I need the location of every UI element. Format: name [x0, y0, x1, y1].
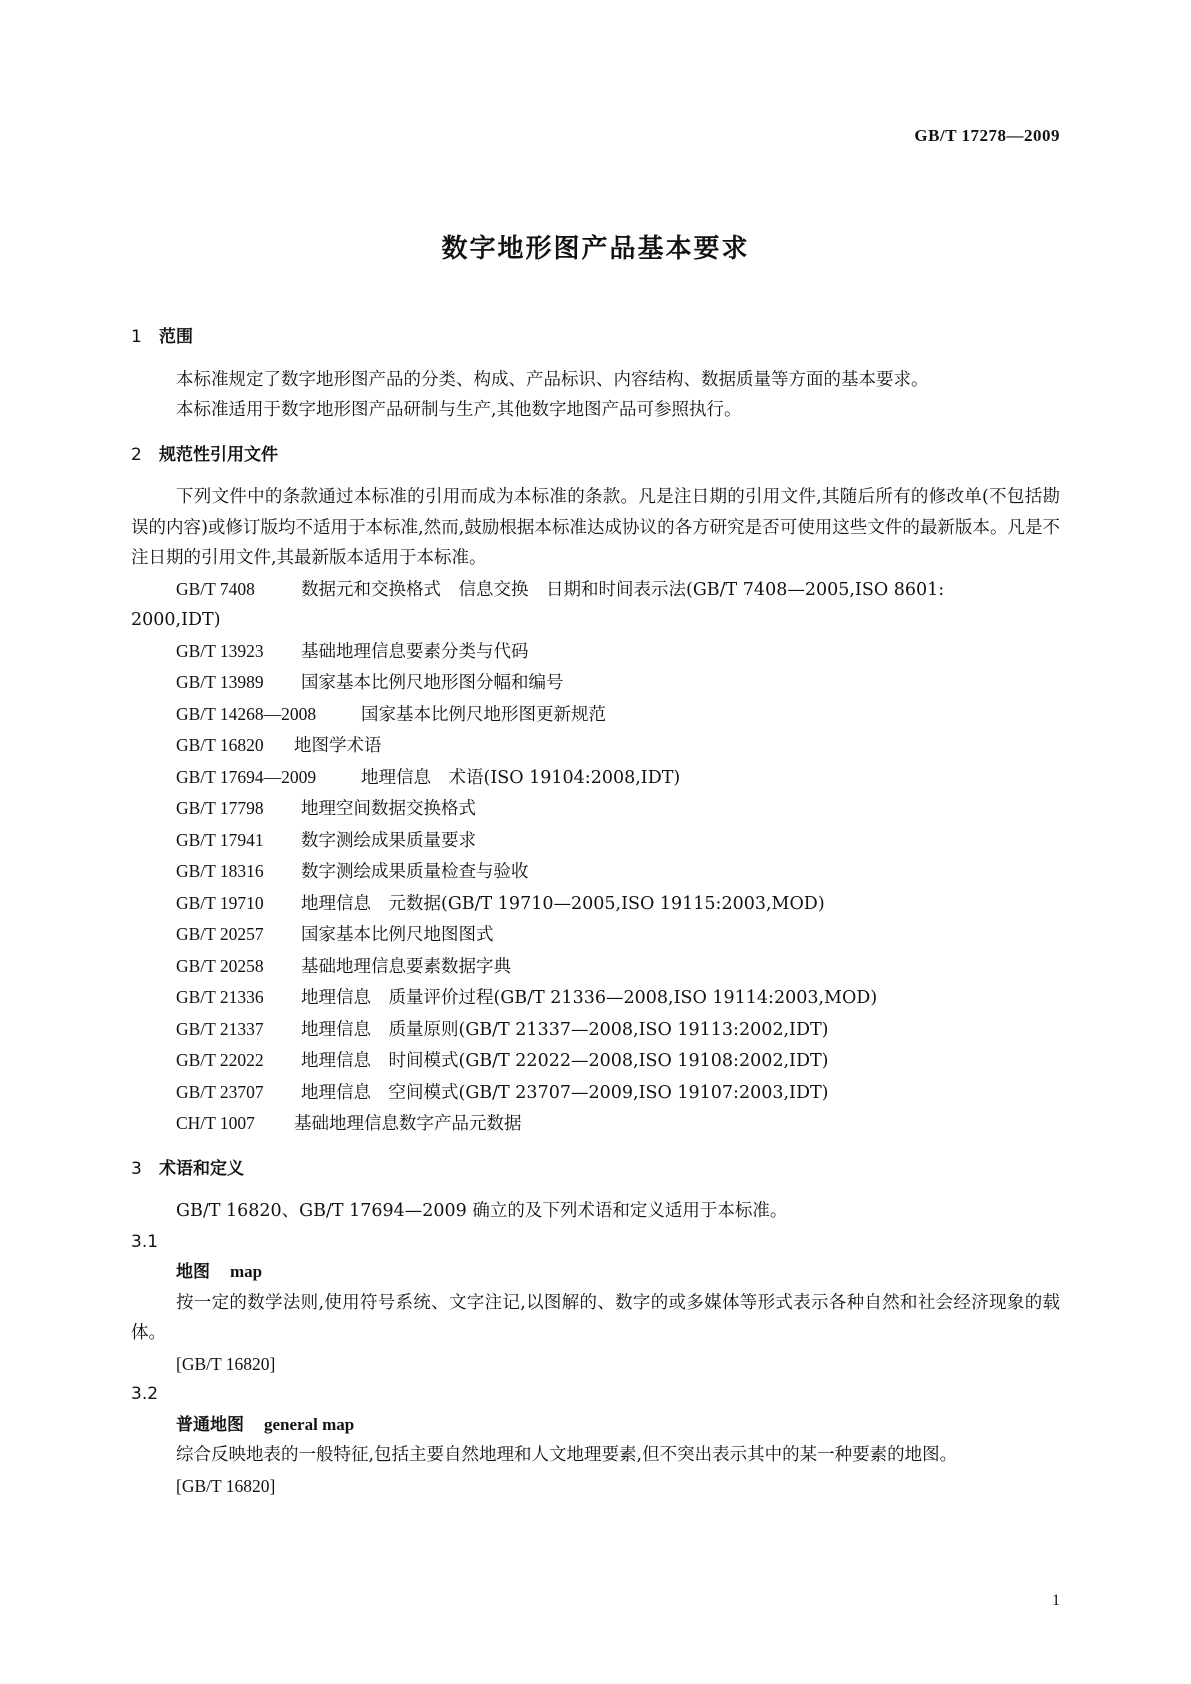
reference-title: 数据元和交换格式 信息交换 日期和时间表示法(GB/T 7408—2005,ISO 8601:	[301, 579, 945, 600]
reference-list	[131, 574, 1060, 1140]
term-number: 3.2	[131, 1384, 159, 1404]
term-number: 3.1	[131, 1231, 159, 1252]
reference-item: GB/T 21337 地理信息 质量原则(GB/T 21337—2008,ISO 19113:2002,IDT)	[176, 1018, 829, 1040]
reference-item: GB/T 17694—2009 地理信息 术语(ISO 19104:2008,IDT)	[176, 766, 681, 788]
section-heading-normative-references: 2 规范性引用文件	[131, 444, 278, 465]
reference-item: GB/T 22022 地理信息 时间模式(GB/T 22022—2008,ISO 19108:2002,IDT)	[176, 1050, 829, 1071]
reference-item: GB/T 19710 地理信息 元数据(GB/T 19710—2005,ISO 19115:2003,MOD)	[176, 892, 825, 914]
reference-item: GB/T 13923 基础地理信息要素分类与代码	[176, 640, 529, 662]
reference-item: GB/T 17798 地理空间数据交换格式	[176, 798, 476, 819]
reference-item: GB/T 17941 数字测绘成果质量要求	[176, 829, 476, 851]
reference-item-continuation: 2000,IDT)	[131, 610, 221, 630]
term-definition: 综合反映地表的一般特征,包括主要自然地理和人文地理要素,但不突出表示其中的某一种要素的地图。	[176, 1445, 958, 1465]
reference-item	[131, 574, 1060, 606]
paragraph: 本标准规定了数字地形图产品的分类、构成、产品标识、内容结构、数据质量等方面的基本要求。	[176, 369, 929, 390]
document-title: 数字地形图产品基本要求	[441, 234, 750, 264]
paragraph: 下列文件中的条款通过本标准的引用而成为本标准的条款。凡是注日期的引用文件,其随后所有的修改单(不包括勘误的内容)或修订版均不适用于本标准,然而,鼓励根据本标准达成协议的各方研究是否可使用这些文件的最新版本。凡是不注日期的引用文件,其最新版本适用于本标准。	[131, 487, 1060, 568]
page-number: 1	[1052, 1592, 1060, 1609]
reference-item: GB/T 16820 地图学术语	[176, 735, 382, 756]
paragraph: 本标准适用于数字地形图产品研制与生产,其他数字地图产品可参照执行。	[176, 400, 742, 420]
reference-item: GB/T 14268—2008 国家基本比例尺地形图更新规范	[176, 703, 606, 725]
reference-item: GB/T 20257 国家基本比例尺地图图式	[176, 924, 494, 945]
term-entry: 地图 map	[176, 1262, 263, 1282]
term-source: [GB/T 16820]	[176, 1475, 276, 1496]
reference-item: GB/T 13989 国家基本比例尺地形图分幅和编号	[176, 672, 564, 693]
reference-item: GB/T 20258 基础地理信息要素数据字典	[176, 955, 511, 977]
standard-number: GB/T 17278—2009	[914, 126, 1060, 145]
term-source: [GB/T 16820]	[176, 1353, 276, 1374]
section-heading-terms-and-definitions: 3 术语和定义	[131, 1158, 244, 1179]
reference-item: GB/T 23707 地理信息 空间模式(GB/T 23707—2009,ISO 19107:2003,IDT)	[176, 1081, 829, 1103]
document-body	[131, 322, 1060, 1501]
reference-item: GB/T 21336 地理信息 质量评价过程(GB/T 21336—2008,ISO 19114:2003,MOD)	[176, 987, 878, 1008]
section-heading-scope: 1 范围	[131, 327, 193, 347]
reference-item: CH/T 1007 基础地理信息数字产品元数据	[176, 1113, 522, 1134]
reference-item: GB/T 18316 数字测绘成果质量检查与验收	[176, 861, 529, 882]
term-definition: 按一定的数学法则,使用符号系统、文字注记,以图解的、数字的或多媒体等形式表示各种自然和社会经济现象的载体。	[131, 1292, 1060, 1343]
term-entry: 普通地图 general map	[176, 1414, 355, 1435]
reference-code: GB/T 7408	[176, 578, 255, 599]
paragraph: GB/T 16820、GB/T 17694—2009 确立的及下列术语和定义适用于本标准。	[176, 1201, 788, 1221]
